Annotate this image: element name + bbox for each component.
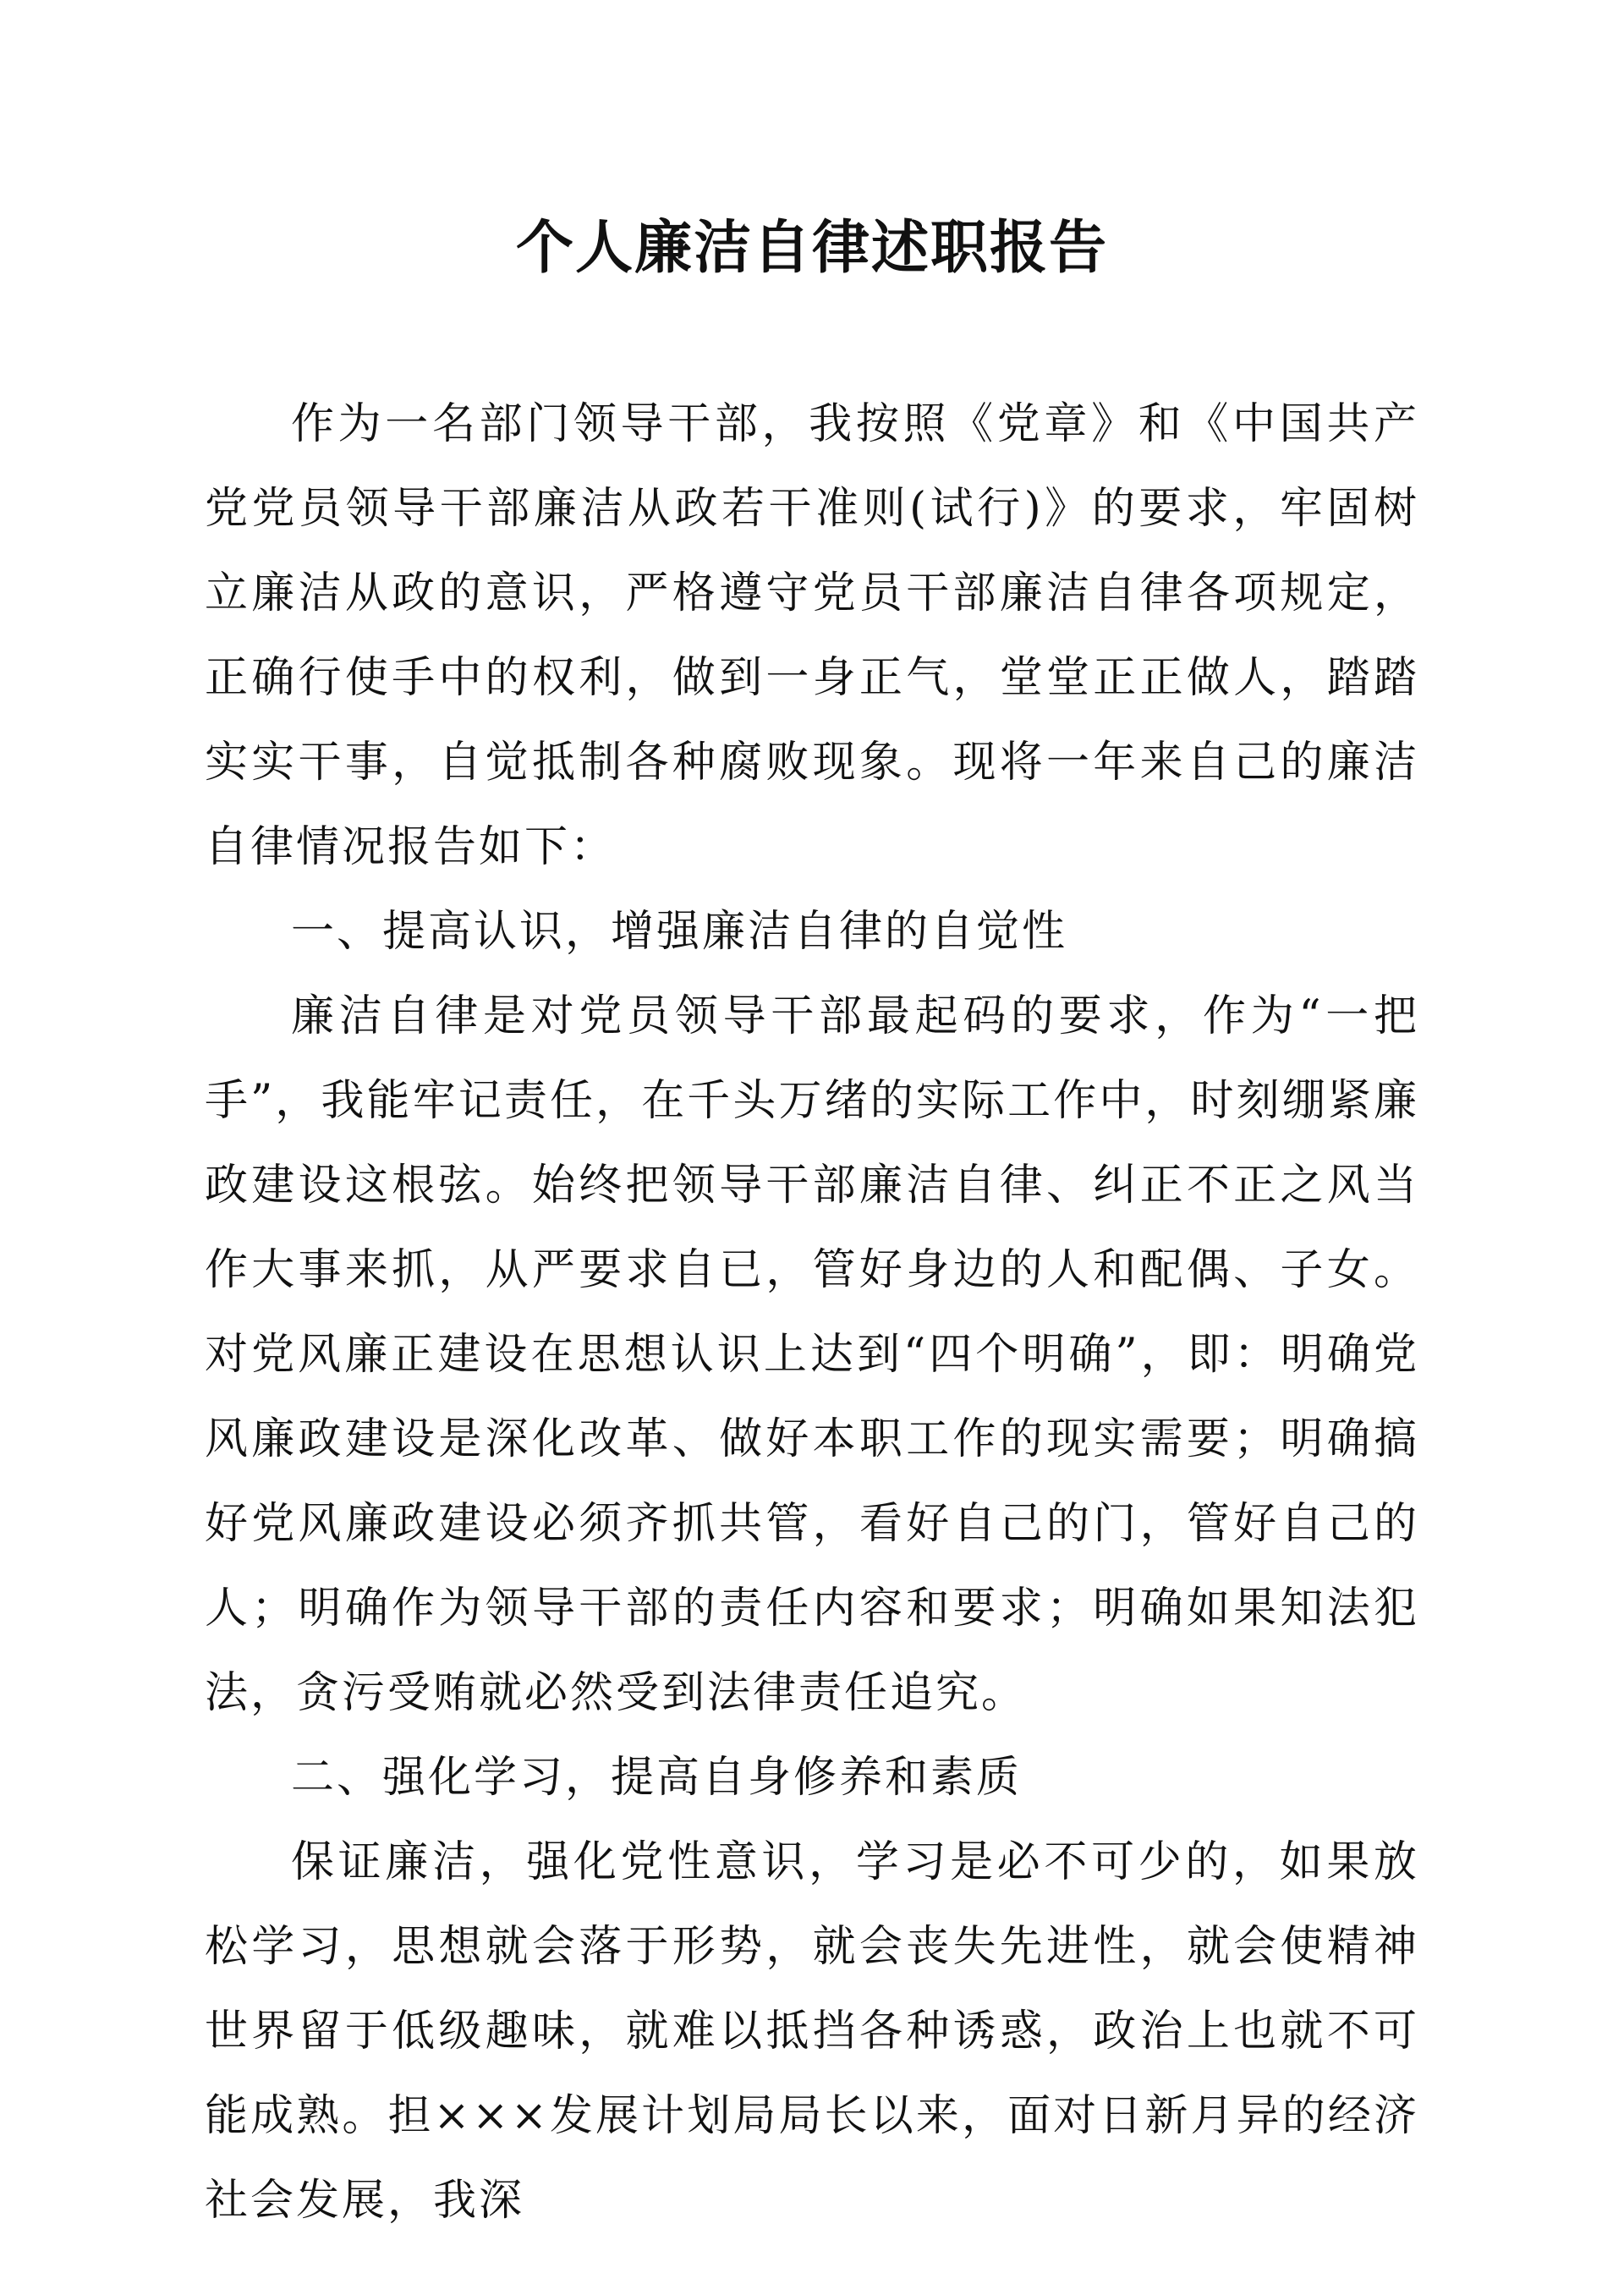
section-heading-1: 一、提高认识，增强廉洁自律的自觉性: [291, 907, 1068, 957]
section-2-paragraph: 保证廉洁，强化党性意识，学习是必不可少的，如果放松学习，思想就会落于形势，就会丧失先进性，就会使精神世界留于低级趣味，就难以抵挡各种诱惑，政治上也就不可能成熟。担×××发展计划局局长以来，面对日新月异的经济社会发展，我深: [205, 1837, 1419, 2226]
document-body: [205, 382, 1419, 2243]
section-heading-2: 二、强化学习，提高自身修养和素质: [291, 1753, 1023, 1803]
section-1-paragraph: 廉洁自律是对党员领导干部最起码的要求，作为“一把手”，我能牢记责任，在千头万绪的实际工作中，时刻绷紧廉政建设这根弦。始终把领导干部廉洁自律、纠正不正之风当作大事来抓，从严要求自已，管好身边的人和配偶、子女。对党风廉正建设在思想认识上达到“四个明确”，即：明确党风廉政建设是深化改革、做好本职工作的现实需要；明确搞好党风廉政建设必须齐抓共管，看好自己的门，管好自己的人；明确作为领导干部的责任内容和要求；明确如果知法犯法，贪污受贿就必然受到法律责任追究。: [205, 991, 1419, 1718]
intro-paragraph: 作为一名部门领导干部，我按照《党章》和《中国共产党党员领导干部廉洁从政若干准则(试行)》的要求，牢固树立廉洁从政的意识，严格遵守党员干部廉洁自律各项规定，正确行使手中的权利，做到一身正气，堂堂正正做人，踏踏实实干事，自觉抵制各种腐败现象。现将一年来自己的廉洁自律情况报告如下：: [205, 399, 1419, 872]
document-title: 个人廉洁自律述职报告: [515, 214, 1108, 282]
